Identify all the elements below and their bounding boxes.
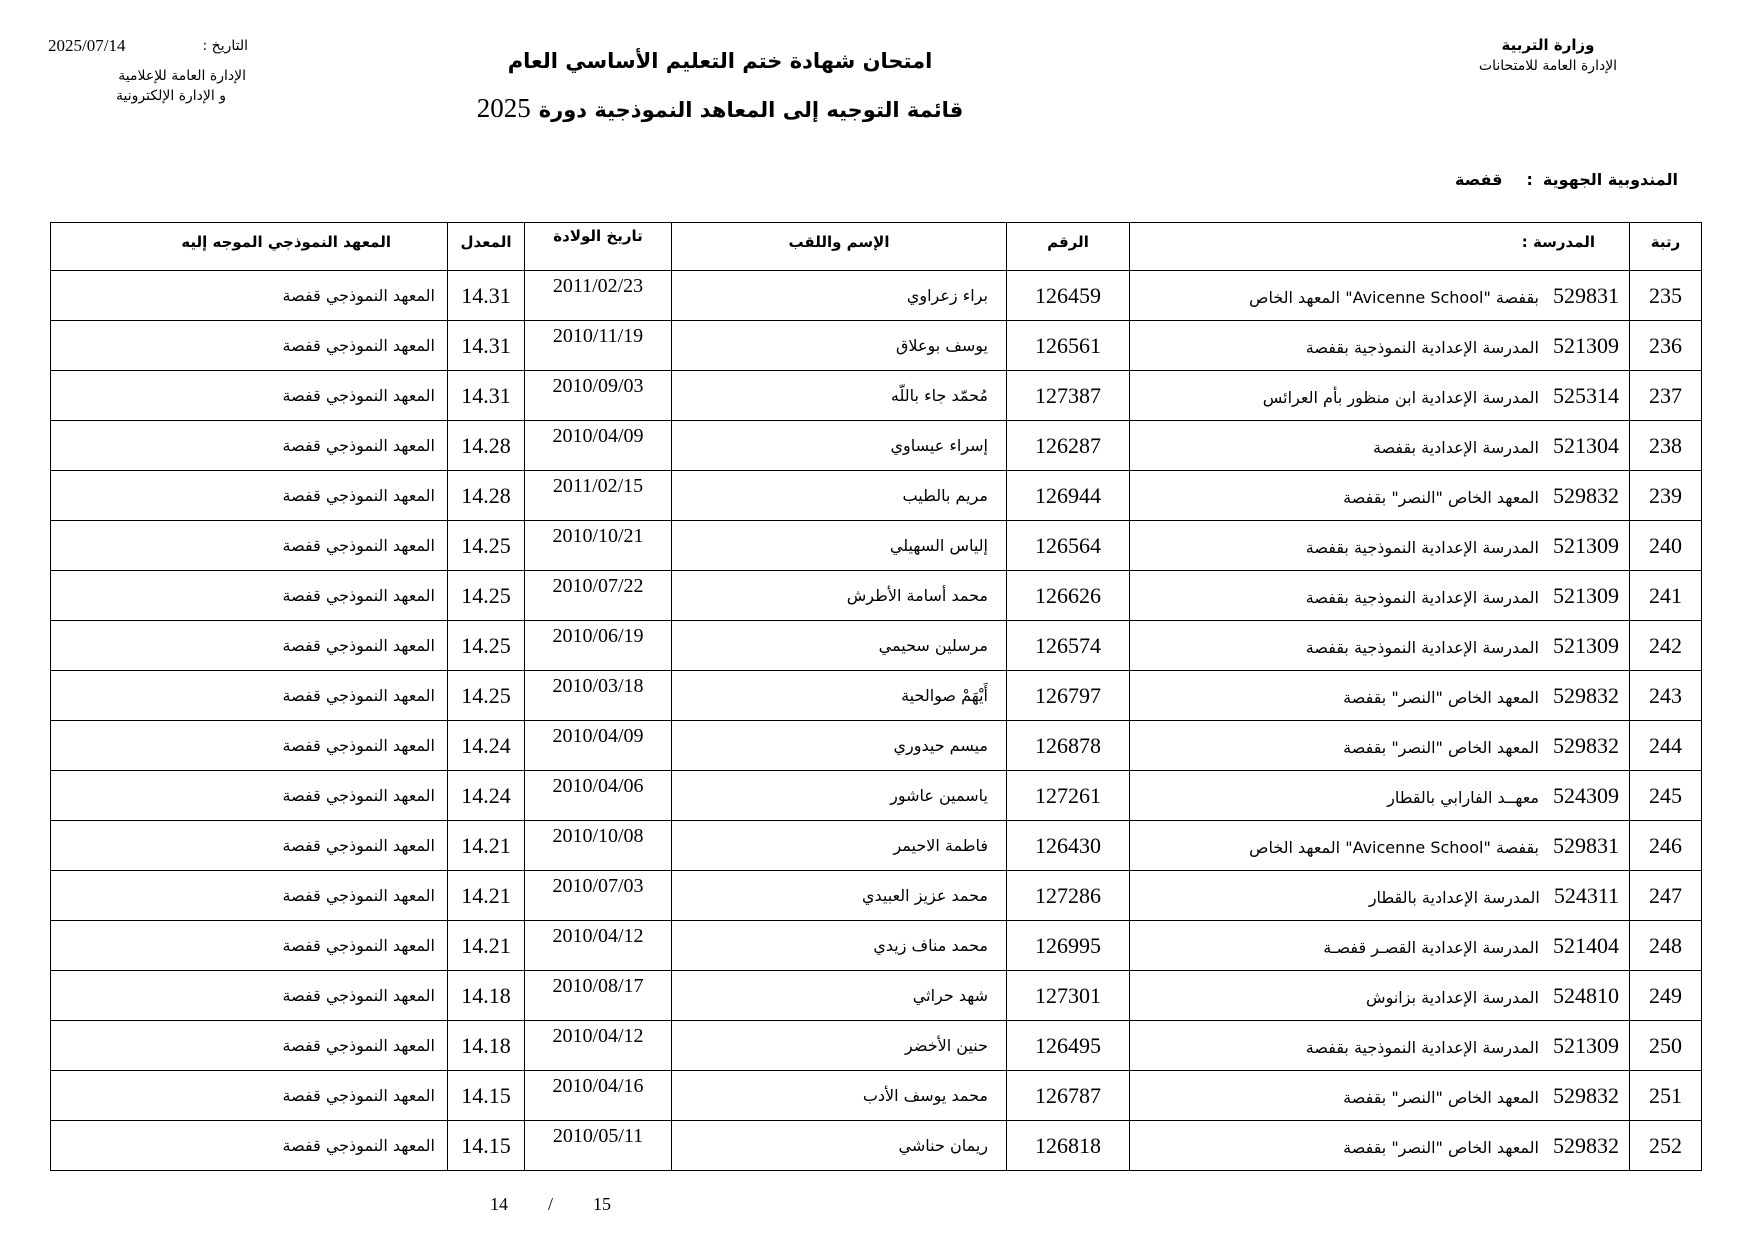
cell-institute: المعهد النموذجي قفصة [51, 721, 448, 771]
cell-institute: المعهد النموذجي قفصة [51, 471, 448, 521]
cell-id: 126495 [1007, 1021, 1130, 1071]
cell-id: 126574 [1007, 621, 1130, 671]
cell-name: مُحمّد جاء باللّه [672, 371, 1007, 421]
cell-name: فاطمة الاحيمر [672, 821, 1007, 871]
orientation-table [50, 222, 1702, 1171]
cell-dob [525, 1071, 672, 1121]
school-code: 529832 [1553, 1082, 1619, 1108]
cell-average: 14.28 [448, 421, 525, 471]
cell-id: 127301 [1007, 971, 1130, 1021]
school-name: بقفصة "Avicenne School" المعهد الخاص [1249, 287, 1539, 307]
date-row [48, 36, 248, 56]
dob-value: 2010/10/21 [552, 525, 644, 547]
table-row [51, 671, 1702, 721]
cell-average: 14.31 [448, 271, 525, 321]
dob-value: 2010/04/09 [552, 425, 644, 447]
school-code: 529832 [1553, 482, 1619, 508]
cell-id: 126626 [1007, 571, 1130, 621]
school-code: 524311 [1553, 882, 1619, 908]
cell-institute: المعهد النموذجي قفصة [51, 821, 448, 871]
cell-name: محمد عزيز العبيدي [672, 871, 1007, 921]
page-indicator [490, 1194, 611, 1215]
school-name: المدرسة الإعدادية بقفصة [1372, 437, 1539, 457]
cell-name: محمد يوسف الأدب [672, 1071, 1007, 1121]
cell-dob [525, 421, 672, 471]
school-code: 521309 [1553, 332, 1619, 358]
page-separator: / [548, 1194, 554, 1214]
table-row [51, 571, 1702, 621]
cell-dob [525, 471, 672, 521]
cell-rank: 247 [1630, 871, 1702, 921]
date-block [48, 36, 248, 106]
school-name: بقفصة "Avicenne School" المعهد الخاص [1249, 837, 1539, 857]
region-label: المندوبية الجهوية [1542, 170, 1678, 189]
cell-rank: 251 [1630, 1071, 1702, 1121]
school-code: 525314 [1553, 382, 1619, 408]
cell-average: 14.28 [448, 471, 525, 521]
header-school: المدرسة : [1130, 223, 1630, 271]
cell-institute: المعهد النموذجي قفصة [51, 871, 448, 921]
cell-id: 126430 [1007, 821, 1130, 871]
cell-name: حنين الأخضر [672, 1021, 1007, 1071]
school-code: 521304 [1553, 432, 1619, 458]
table-row [51, 371, 1702, 421]
dob-value: 2010/11/19 [552, 325, 644, 347]
cell-rank: 249 [1630, 971, 1702, 1021]
cell-dob [525, 321, 672, 371]
header-rank: رتبة [1630, 223, 1702, 271]
cell-institute: المعهد النموذجي قفصة [51, 771, 448, 821]
school-name: المدرسة الإعدادية النموذجية بقفصة [1305, 1037, 1539, 1057]
school-name: المعهد الخاص "النصر" بقفصة [1343, 1137, 1539, 1157]
cell-dob [525, 621, 672, 671]
cell-dob [525, 721, 672, 771]
school-name: المدرسة الإعدادية النموذجية بقفصة [1305, 337, 1539, 357]
cell-rank: 240 [1630, 521, 1702, 571]
cell-rank: 238 [1630, 421, 1702, 471]
cell-rank: 244 [1630, 721, 1702, 771]
cell-name: مرسلين سحيمي [672, 621, 1007, 671]
cell-dob [525, 521, 672, 571]
cell-id: 126818 [1007, 1121, 1130, 1171]
cell-rank: 245 [1630, 771, 1702, 821]
table-row [51, 721, 1702, 771]
cell-dob [525, 271, 672, 321]
cell-name: أَيْهَمْ صوالحية [672, 671, 1007, 721]
school-name: المدرسة الإعدادية النموذجية بقفصة [1305, 537, 1539, 557]
school-name: المدرسة الإعدادية ابن منظور بأم العرائس [1262, 387, 1539, 407]
cell-average: 14.21 [448, 821, 525, 871]
cell-dob [525, 671, 672, 721]
cell-institute: المعهد النموذجي قفصة [51, 421, 448, 471]
table-row [51, 771, 1702, 821]
dob-value: 2010/05/11 [552, 1125, 644, 1147]
cell-id: 127261 [1007, 771, 1130, 821]
cell-name: إسراء عيساوي [672, 421, 1007, 471]
cell-school [1130, 321, 1630, 371]
cell-rank: 239 [1630, 471, 1702, 521]
school-code: 521309 [1553, 632, 1619, 658]
school-name: المدرسة الإعدادية النموذجية بقفصة [1305, 637, 1539, 657]
cell-id: 126459 [1007, 271, 1130, 321]
table-row [51, 1021, 1702, 1071]
cell-rank: 243 [1630, 671, 1702, 721]
department-line-2: و الإدارة الإلكترونية [116, 88, 226, 104]
cell-institute: المعهد النموذجي قفصة [51, 521, 448, 571]
cell-school [1130, 1021, 1630, 1071]
school-name: المعهد الخاص "النصر" بقفصة [1343, 487, 1539, 507]
cell-dob [525, 371, 672, 421]
dob-value: 2010/09/03 [552, 375, 644, 397]
table-row [51, 521, 1702, 571]
exam-title: امتحان شهادة ختم التعليم الأساسي العام [507, 49, 933, 73]
cell-rank: 242 [1630, 621, 1702, 671]
cell-dob [525, 821, 672, 871]
dob-value: 2010/07/03 [552, 875, 644, 897]
cell-dob [525, 971, 672, 1021]
session-year: 2025 [476, 93, 531, 123]
cell-name: شهد حراثي [672, 971, 1007, 1021]
cell-id: 126564 [1007, 521, 1130, 571]
cell-institute: المعهد النموذجي قفصة [51, 921, 448, 971]
table-row [51, 1071, 1702, 1121]
directorate-name: الإدارة العامة للامتحانات [1478, 58, 1618, 74]
dob-value: 2010/06/19 [552, 625, 644, 647]
table-row [51, 471, 1702, 521]
cell-name: ياسمين عاشور [672, 771, 1007, 821]
cell-school [1130, 971, 1630, 1021]
school-code: 521309 [1553, 582, 1619, 608]
cell-rank: 248 [1630, 921, 1702, 971]
cell-institute: المعهد النموذجي قفصة [51, 621, 448, 671]
cell-name: براء زعراوي [672, 271, 1007, 321]
cell-school [1130, 921, 1630, 971]
school-code: 521309 [1553, 1032, 1619, 1058]
dob-value: 2011/02/23 [552, 275, 644, 297]
dob-value: 2010/04/16 [552, 1075, 644, 1097]
cell-rank: 237 [1630, 371, 1702, 421]
table-body [51, 271, 1702, 1171]
cell-school [1130, 371, 1630, 421]
school-name: معهــد الفارابي بالقطار [1387, 787, 1539, 807]
cell-name: ميسم حيدوري [672, 721, 1007, 771]
cell-average: 14.24 [448, 771, 525, 821]
cell-institute: المعهد النموذجي قفصة [51, 271, 448, 321]
cell-school [1130, 521, 1630, 571]
table-row [51, 421, 1702, 471]
school-code: 521309 [1553, 532, 1619, 558]
cell-school [1130, 771, 1630, 821]
date-label: التاريخ : [202, 38, 248, 54]
cell-average: 14.24 [448, 721, 525, 771]
cell-name: مريم بالطيب [672, 471, 1007, 521]
cell-school [1130, 621, 1630, 671]
cell-institute: المعهد النموذجي قفصة [51, 1121, 448, 1171]
list-title [460, 88, 980, 130]
cell-school [1130, 871, 1630, 921]
cell-school [1130, 471, 1630, 521]
cell-id: 126797 [1007, 671, 1130, 721]
cell-dob [525, 1021, 672, 1071]
cell-institute: المعهد النموذجي قفصة [51, 671, 448, 721]
cell-name: محمد أسامة الأطرش [672, 571, 1007, 621]
cell-average: 14.18 [448, 1021, 525, 1071]
table-header-row [51, 223, 1702, 271]
table-row [51, 821, 1702, 871]
page-total: 15 [593, 1194, 612, 1214]
cell-dob [525, 921, 672, 971]
header-name: الإسم واللقب [672, 223, 1007, 271]
page-current: 14 [490, 1194, 508, 1214]
cell-id: 127387 [1007, 371, 1130, 421]
school-code: 529831 [1553, 832, 1619, 858]
school-name: المعهد الخاص "النصر" بقفصة [1343, 1087, 1539, 1107]
region-line [1455, 170, 1678, 189]
cell-name: إلياس السهيلي [672, 521, 1007, 571]
cell-institute: المعهد النموذجي قفصة [51, 321, 448, 371]
cell-average: 14.18 [448, 971, 525, 1021]
cell-average: 14.21 [448, 871, 525, 921]
school-code: 529832 [1553, 1132, 1619, 1158]
school-code: 524309 [1553, 782, 1619, 808]
cell-name: يوسف بوعلاق [672, 321, 1007, 371]
school-name: المدرسة الإعدادية بالقطار [1368, 887, 1540, 907]
cell-average: 14.25 [448, 671, 525, 721]
school-name: المدرسة الإعدادية النموذجية بقفصة [1305, 587, 1539, 607]
cell-rank: 252 [1630, 1121, 1702, 1171]
cell-average: 14.31 [448, 371, 525, 421]
cell-name: ريمان حناشي [672, 1121, 1007, 1171]
dob-value: 2010/04/06 [552, 775, 644, 797]
school-code: 521404 [1553, 932, 1619, 958]
cell-institute: المعهد النموذجي قفصة [51, 371, 448, 421]
cell-rank: 241 [1630, 571, 1702, 621]
dob-value: 2010/03/18 [552, 675, 644, 697]
cell-school [1130, 671, 1630, 721]
cell-school [1130, 1121, 1630, 1171]
region-value: قفصة [1455, 170, 1503, 189]
school-name: المدرسة الإعدادية القصـر قفصـة [1323, 937, 1539, 957]
cell-average: 14.25 [448, 571, 525, 621]
cell-institute: المعهد النموذجي قفصة [51, 1021, 448, 1071]
cell-dob [525, 571, 672, 621]
cell-id: 126878 [1007, 721, 1130, 771]
cell-school [1130, 421, 1630, 471]
list-title-text: قائمة التوجيه إلى المعاهد النموذجية دورة [538, 98, 964, 122]
cell-school [1130, 721, 1630, 771]
header-dob: تاريخ الولادة [525, 223, 672, 271]
document-titles [460, 44, 980, 130]
cell-school [1130, 571, 1630, 621]
cell-institute: المعهد النموذجي قفصة [51, 571, 448, 621]
cell-id: 126287 [1007, 421, 1130, 471]
department-line-1: الإدارة العامة للإعلامية [118, 68, 246, 84]
cell-dob [525, 771, 672, 821]
cell-name: محمد مناف زيدي [672, 921, 1007, 971]
cell-id: 126787 [1007, 1071, 1130, 1121]
region-separator: : [1526, 170, 1533, 189]
dob-value: 2011/02/15 [552, 475, 644, 497]
ministry-name: وزارة التربية [1501, 36, 1595, 54]
cell-average: 14.31 [448, 321, 525, 371]
cell-dob [525, 871, 672, 921]
dob-value: 2010/04/09 [552, 725, 644, 747]
dob-value: 2010/10/08 [552, 825, 644, 847]
table-row [51, 871, 1702, 921]
table-row [51, 971, 1702, 1021]
cell-id: 126944 [1007, 471, 1130, 521]
header-id: الرقم [1007, 223, 1130, 271]
ministry-header [1418, 34, 1678, 76]
school-code: 529832 [1553, 682, 1619, 708]
cell-institute: المعهد النموذجي قفصة [51, 1071, 448, 1121]
cell-average: 14.15 [448, 1121, 525, 1171]
cell-school [1130, 1071, 1630, 1121]
dob-value: 2010/04/12 [552, 1025, 644, 1047]
table-row [51, 921, 1702, 971]
table-row [51, 271, 1702, 321]
dob-value: 2010/04/12 [552, 925, 644, 947]
header-institute: المعهد النموذجي الموجه إليه [51, 223, 448, 271]
school-code: 529831 [1553, 282, 1619, 308]
cell-id: 126995 [1007, 921, 1130, 971]
table-row [51, 621, 1702, 671]
cell-institute: المعهد النموذجي قفصة [51, 971, 448, 1021]
cell-dob [525, 1121, 672, 1171]
cell-average: 14.15 [448, 1071, 525, 1121]
school-code: 529832 [1553, 732, 1619, 758]
school-code: 524810 [1553, 982, 1619, 1008]
dob-value: 2010/07/22 [552, 575, 644, 597]
school-name: المدرسة الإعدادية بزانوش [1366, 987, 1539, 1007]
cell-rank: 250 [1630, 1021, 1702, 1071]
header-average: المعدل [448, 223, 525, 271]
cell-rank: 235 [1630, 271, 1702, 321]
cell-school [1130, 271, 1630, 321]
table-row [51, 1121, 1702, 1171]
cell-average: 14.21 [448, 921, 525, 971]
cell-rank: 246 [1630, 821, 1702, 871]
cell-id: 126561 [1007, 321, 1130, 371]
cell-id: 127286 [1007, 871, 1130, 921]
cell-average: 14.25 [448, 621, 525, 671]
dob-value: 2010/08/17 [552, 975, 644, 997]
cell-average: 14.25 [448, 521, 525, 571]
school-name: المعهد الخاص "النصر" بقفصة [1343, 687, 1539, 707]
date-value: 2025/07/14 [48, 36, 126, 55]
school-name: المعهد الخاص "النصر" بقفصة [1343, 737, 1539, 757]
cell-school [1130, 821, 1630, 871]
table-row [51, 321, 1702, 371]
cell-rank: 236 [1630, 321, 1702, 371]
